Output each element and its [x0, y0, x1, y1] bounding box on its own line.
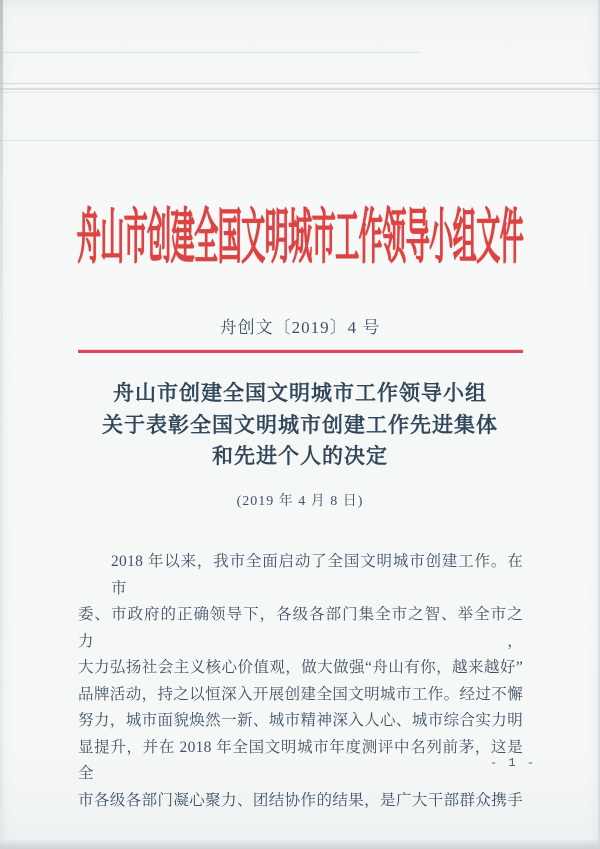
document-number: 舟创文〔2019〕4 号	[219, 318, 381, 337]
document-title-line-1: 舟山市创建全国文明城市工作领导小组	[113, 381, 487, 405]
document-date: (2019 年 4 月 8 日)	[236, 494, 364, 509]
scan-artifact-line	[0, 52, 420, 53]
body-line-6: 显提升，并在 2018 年全国文明城市年度测评中名列前茅，这是全	[78, 738, 523, 782]
red-letterhead-title	[0, 207, 600, 273]
body-line-1: 2018 年以来，我市全面启动了全国文明城市创建工作。在市	[111, 553, 523, 597]
scan-artifact-line	[0, 92, 600, 93]
body-line-7: 市各级各部门凝心聚力、团结协作的结果，是广大干部群众携手	[78, 791, 523, 809]
scan-artifact-line	[0, 83, 600, 84]
document-title-line-2: 关于表彰全国文明城市创建工作先进集体	[102, 412, 498, 437]
document-title	[0, 378, 600, 473]
scan-edge-bottom	[0, 840, 600, 849]
document-body	[78, 549, 523, 814]
body-line-5: 努力，城市面貌焕然一新、城市精神深入人心、城市综合实力明	[78, 712, 523, 729]
page-number: - 1 -	[490, 756, 537, 770]
scan-artifact-line	[0, 88, 600, 90]
red-separator-line	[78, 350, 523, 353]
body-line-4: 品牌活动，持之以恒深入开展创建全国文明城市工作。经过不懈	[78, 685, 523, 703]
document-title-line-3: 和先进个人的决定	[212, 444, 388, 468]
scan-artifact-line	[0, 140, 600, 141]
body-line-3: 大力弘扬社会主义核心价值观，做大做强“舟山有你，越来越好”	[78, 659, 523, 676]
body-line-2: 委、市政府的正确领导下，各级各部门集全市之智、举全市之力，	[78, 606, 523, 650]
red-letterhead-title-text: 舟山市创建全国文明城市工作领导小组文件	[76, 207, 524, 273]
